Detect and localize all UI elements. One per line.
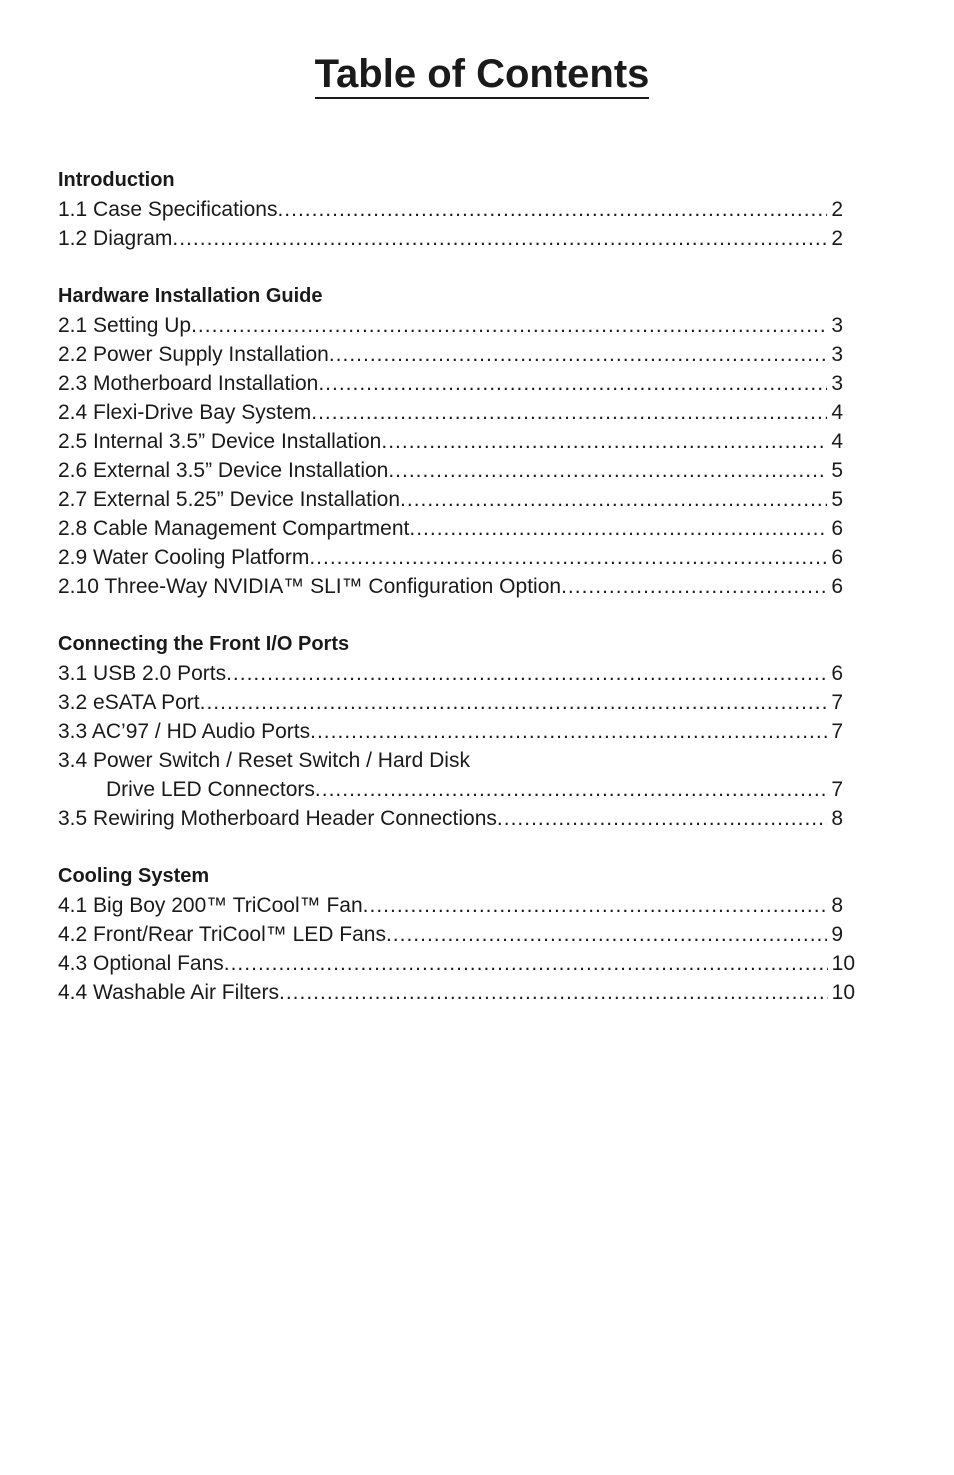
- dot-leader: [400, 485, 827, 514]
- dot-leader: [226, 659, 827, 688]
- entry-page: 7: [831, 778, 843, 801]
- toc-entry[interactable]: [58, 688, 843, 717]
- dot-leader: [318, 369, 827, 398]
- entry-label: 3.2 eSATA Port: [58, 691, 200, 714]
- dot-leader: [561, 572, 827, 601]
- toc-entry-continuation[interactable]: [58, 775, 843, 804]
- toc-entry[interactable]: [58, 949, 855, 978]
- toc-section-front-io: [58, 630, 858, 833]
- toc-entry[interactable]: [58, 804, 843, 833]
- entry-label: 4.4 Washable Air Filters: [58, 981, 279, 1004]
- entry-label: 2.4 Flexi-Drive Bay System: [58, 401, 312, 424]
- toc-entry[interactable]: [58, 543, 843, 572]
- dot-leader: [277, 195, 827, 224]
- toc-entry[interactable]: [58, 978, 855, 1007]
- dot-leader: [388, 456, 827, 485]
- entry-page: 2: [831, 227, 843, 250]
- dot-leader: [191, 311, 827, 340]
- entry-page: 3: [831, 343, 843, 366]
- entry-page: 5: [831, 459, 843, 482]
- toc-entry[interactable]: [58, 311, 843, 340]
- entry-page: 6: [831, 517, 843, 540]
- entry-page: 2: [831, 198, 843, 221]
- entry-label: 2.1 Setting Up: [58, 314, 192, 337]
- entry-label: 2.10 Three-Way NVIDIA™ SLI™ Configuration Option: [58, 575, 562, 598]
- dot-leader: [200, 688, 828, 717]
- entry-page: 5: [831, 488, 843, 511]
- entry-page: 3: [831, 372, 843, 395]
- section-heading: Hardware Installation Guide: [58, 285, 323, 307]
- toc-list: [58, 166, 858, 1036]
- entry-page: 6: [831, 662, 843, 685]
- dot-leader: [310, 717, 827, 746]
- toc-entry[interactable]: [58, 427, 843, 456]
- toc-entry[interactable]: [58, 340, 843, 369]
- entry-page: 3: [831, 314, 843, 337]
- entry-label: 4.3 Optional Fans: [58, 952, 224, 975]
- entry-label: 2.9 Water Cooling Platform: [58, 546, 310, 569]
- section-heading: Connecting the Front I/O Ports: [58, 633, 350, 655]
- entry-label: 4.2 Front/Rear TriCool™ LED Fans: [58, 923, 386, 946]
- dot-leader: [309, 543, 827, 572]
- toc-entry[interactable]: [58, 514, 843, 543]
- toc-entry[interactable]: [58, 572, 843, 601]
- dot-leader: [386, 920, 827, 949]
- entry-label: 4.1 Big Boy 200™ TriCool™ Fan: [58, 894, 363, 917]
- entry-page: 4: [831, 401, 843, 424]
- dot-leader: [497, 804, 827, 833]
- section-heading: Introduction: [58, 169, 175, 191]
- entry-label: 2.3 Motherboard Installation: [58, 372, 319, 395]
- dot-leader: [363, 891, 828, 920]
- entry-page: 9: [831, 923, 843, 946]
- toc-entry[interactable]: [58, 224, 843, 253]
- toc-entry[interactable]: [58, 195, 843, 224]
- toc-section-introduction: [58, 166, 858, 253]
- entry-label: 2.7 External 5.25” Device Installation: [58, 488, 401, 511]
- entry-label: 2.2 Power Supply Installation: [58, 343, 329, 366]
- entry-label: 1.2 Diagram: [58, 227, 173, 250]
- entry-page: 6: [831, 546, 843, 569]
- entry-label: 2.6 External 3.5” Device Installation: [58, 459, 389, 482]
- entry-page: 7: [831, 691, 843, 714]
- toc-entry[interactable]: [58, 891, 843, 920]
- entry-label: 1.1 Case Specifications: [58, 198, 278, 221]
- entry-page: 10: [831, 981, 855, 1004]
- toc-section-hardware: [58, 282, 858, 601]
- entry-page: 6: [831, 575, 843, 598]
- entry-label: 3.3 AC’97 / HD Audio Ports: [58, 720, 311, 743]
- dot-leader: [311, 398, 827, 427]
- toc-entry[interactable]: [58, 398, 843, 427]
- entry-label: 2.8 Cable Management Compartment: [58, 517, 410, 540]
- toc-entry[interactable]: [58, 717, 843, 746]
- toc-entry-first-line[interactable]: 3.4 Power Switch / Reset Switch / Hard Disk: [58, 749, 470, 772]
- dot-leader: [279, 978, 828, 1007]
- dot-leader: [315, 775, 827, 804]
- entry-page: 10: [831, 952, 855, 975]
- toc-entry[interactable]: [58, 920, 843, 949]
- page-title: Table of Contents: [0, 48, 954, 100]
- dot-leader: [409, 514, 827, 543]
- entry-page: 7: [831, 720, 843, 743]
- toc-section-cooling: [58, 862, 858, 1007]
- entry-page: 4: [831, 430, 843, 453]
- entry-label: Drive LED Connectors: [106, 778, 315, 801]
- toc-entry[interactable]: [58, 456, 843, 485]
- toc-entry[interactable]: [58, 659, 843, 688]
- toc-entry[interactable]: [58, 485, 843, 514]
- entry-label: 2.5 Internal 3.5” Device Installation: [58, 430, 382, 453]
- entry-page: 8: [831, 894, 843, 917]
- dot-leader: [329, 340, 827, 369]
- dot-leader: [224, 949, 828, 978]
- section-heading: Cooling System: [58, 865, 210, 887]
- dot-leader: [172, 224, 827, 253]
- entry-label: 3.5 Rewiring Motherboard Header Connections: [58, 807, 497, 830]
- dot-leader: [381, 427, 827, 456]
- entry-label: 3.1 USB 2.0 Ports: [58, 662, 227, 685]
- toc-entry[interactable]: [58, 369, 843, 398]
- entry-page: 8: [831, 807, 843, 830]
